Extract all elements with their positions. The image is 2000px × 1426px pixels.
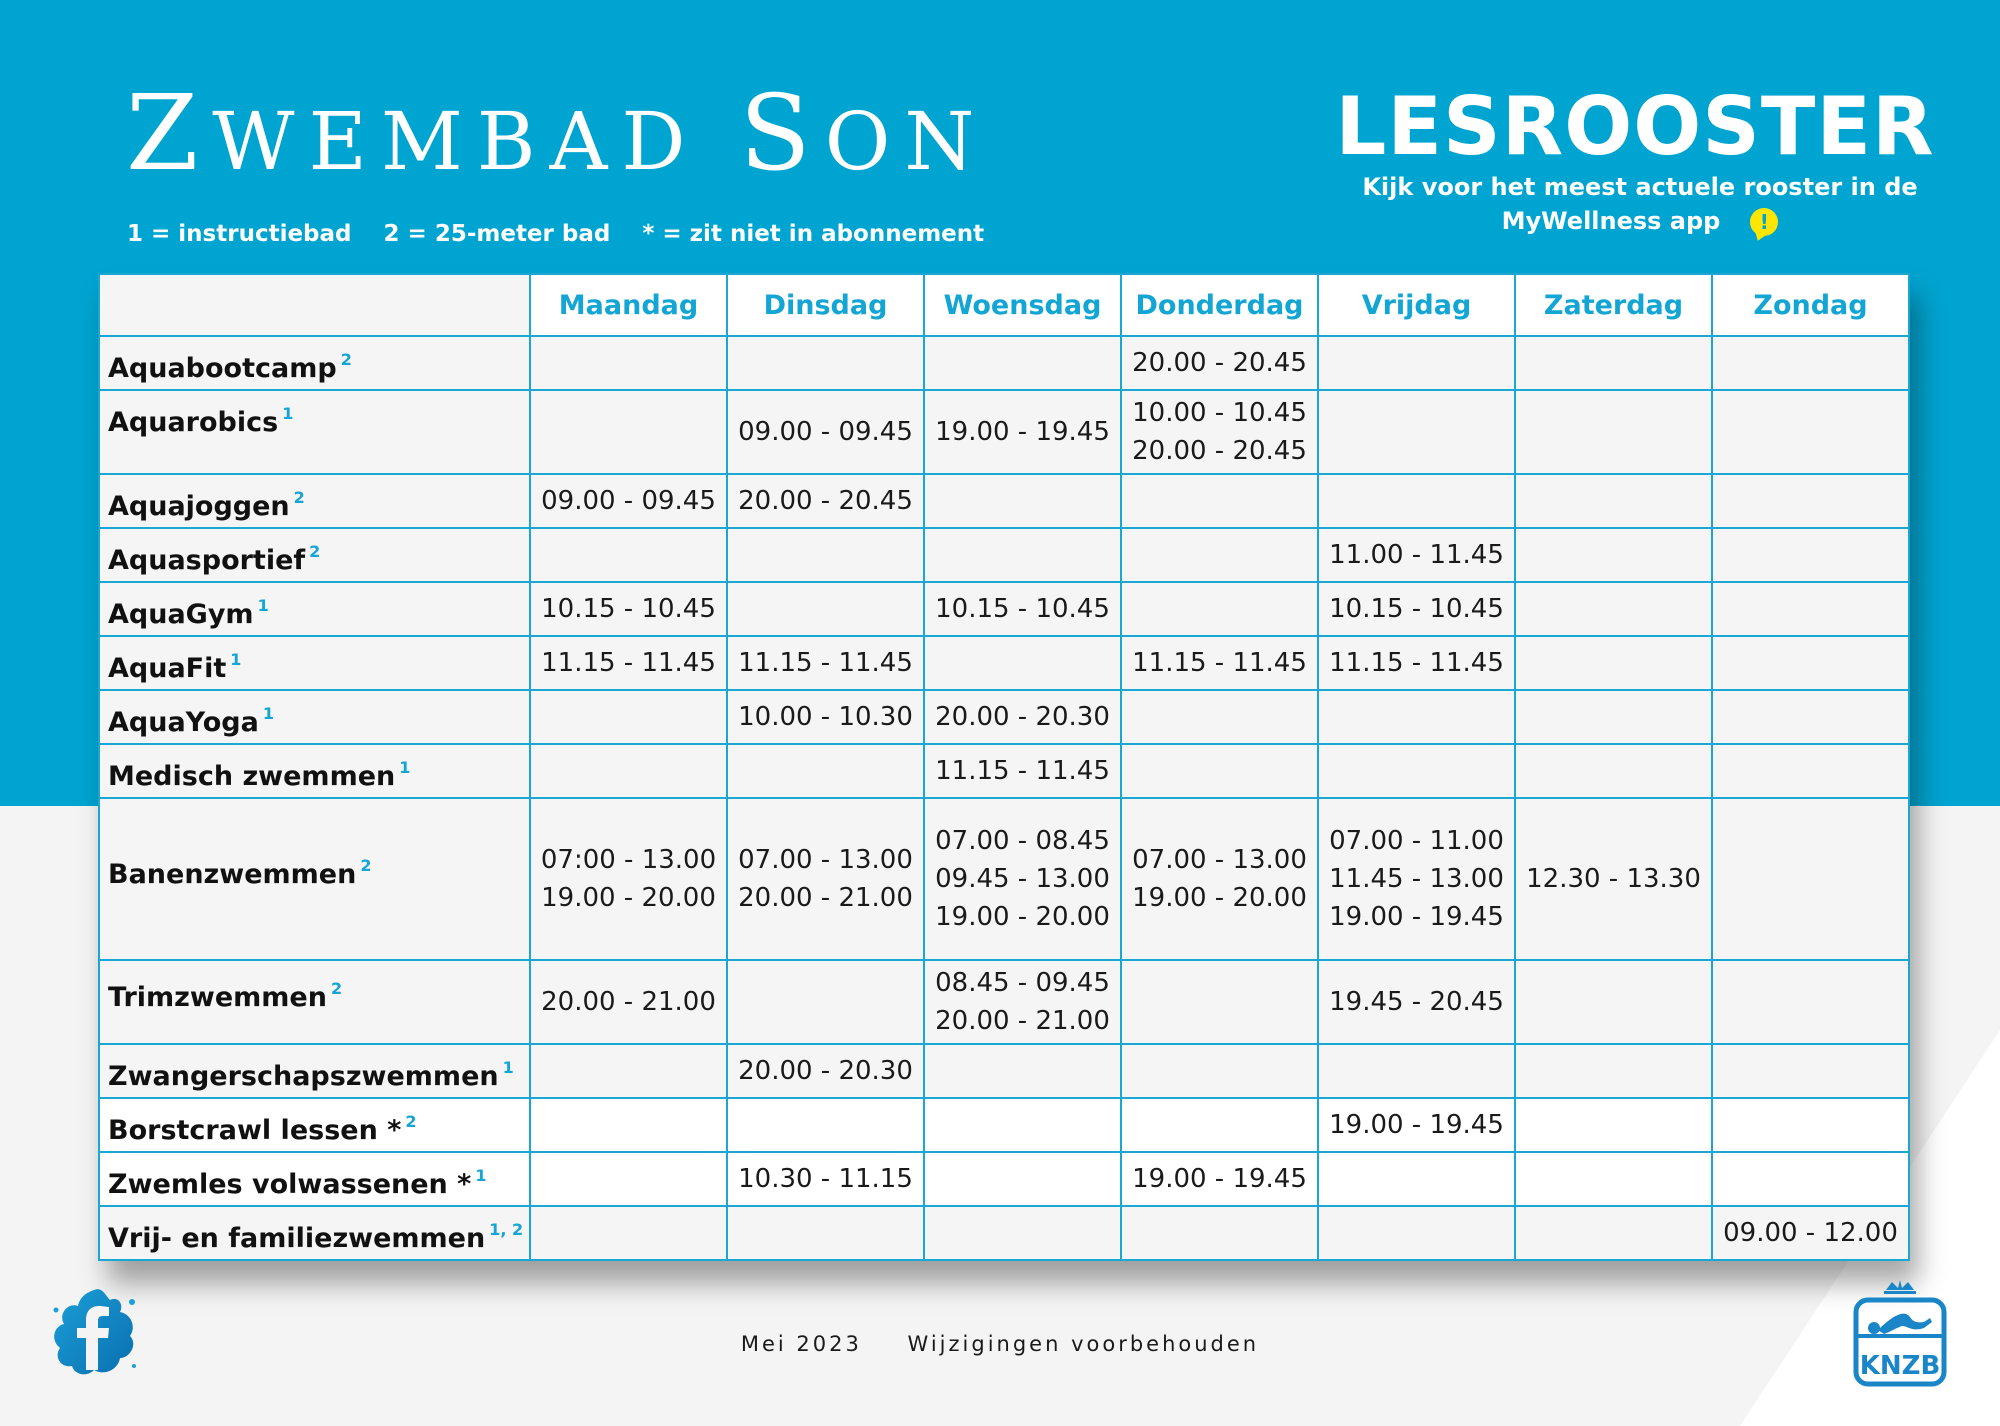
time-cell bbox=[924, 1098, 1121, 1152]
pool-note: 1 bbox=[502, 1058, 514, 1077]
time-cell bbox=[1712, 960, 1909, 1044]
time-slot: 08.45 - 09.45 bbox=[935, 968, 1110, 998]
time-cell bbox=[530, 390, 727, 474]
time-cell bbox=[727, 336, 924, 390]
footer-disclaimer: Wijzigingen voorbehouden bbox=[907, 1332, 1260, 1356]
time-slot: 07.00 - 11.00 bbox=[1329, 826, 1504, 856]
time-cell bbox=[727, 1206, 924, 1260]
time-slot: 10.30 - 11.15 bbox=[738, 1164, 913, 1194]
time-cell bbox=[1121, 336, 1318, 390]
brand-word-2: ON bbox=[824, 95, 989, 188]
activity-label: Medisch zwemmen bbox=[108, 761, 396, 792]
activity-label: Vrij- en familiezwemmen bbox=[108, 1223, 486, 1254]
time-slot: 20.00 - 21.00 bbox=[738, 883, 913, 913]
time-slot: 12.30 - 13.30 bbox=[1526, 864, 1701, 894]
activity-name bbox=[99, 336, 530, 390]
time-slot: 09.45 - 13.00 bbox=[935, 864, 1110, 894]
time-cell bbox=[1121, 960, 1318, 1044]
time-slot: 20.00 - 21.00 bbox=[541, 987, 716, 1017]
table-row bbox=[99, 636, 1909, 690]
time-cell bbox=[924, 1152, 1121, 1206]
brand-initial-1: Z bbox=[126, 72, 213, 194]
time-cell bbox=[530, 1044, 727, 1098]
time-cell bbox=[924, 1206, 1121, 1260]
activity-name bbox=[99, 960, 530, 1044]
time-cell bbox=[924, 336, 1121, 390]
table-row bbox=[99, 744, 1909, 798]
time-cell bbox=[727, 690, 924, 744]
time-cell bbox=[1515, 744, 1712, 798]
time-cell bbox=[1515, 798, 1712, 960]
time-cell bbox=[1515, 336, 1712, 390]
activity-name bbox=[99, 1152, 530, 1206]
schedule-body bbox=[99, 336, 1909, 1260]
activity-label: Borstcrawl lessen * bbox=[108, 1115, 402, 1146]
time-slot: 20.00 - 20.45 bbox=[1132, 348, 1307, 378]
schedule-table bbox=[98, 273, 1910, 1261]
footer-date: Mei 2023 bbox=[740, 1332, 862, 1356]
time-cell bbox=[1712, 474, 1909, 528]
time-cell bbox=[1515, 1098, 1712, 1152]
time-cell bbox=[1121, 1206, 1318, 1260]
day-header: Vrijdag bbox=[1318, 274, 1515, 336]
time-cell bbox=[1712, 1098, 1909, 1152]
activity-name bbox=[99, 1206, 530, 1260]
time-cell bbox=[924, 528, 1121, 582]
legend-item: 1 = instructiebad bbox=[127, 221, 352, 247]
activity-label: AquaYoga bbox=[108, 707, 259, 738]
time-cell bbox=[727, 798, 924, 960]
time-cell bbox=[727, 390, 924, 474]
table-row bbox=[99, 798, 1909, 960]
time-cell bbox=[1121, 390, 1318, 474]
time-slot: 07.00 - 13.00 bbox=[738, 845, 913, 875]
day-header: Zaterdag bbox=[1515, 274, 1712, 336]
time-slot: 19.00 - 19.45 bbox=[935, 417, 1110, 447]
time-cell bbox=[727, 582, 924, 636]
time-cell bbox=[1515, 474, 1712, 528]
time-cell bbox=[1515, 582, 1712, 636]
time-slot: 10.00 - 10.45 bbox=[1132, 398, 1307, 428]
time-slot: 20.00 - 20.45 bbox=[1132, 436, 1307, 466]
time-cell bbox=[727, 528, 924, 582]
table-row bbox=[99, 960, 1909, 1044]
pool-note: 2 bbox=[340, 350, 352, 369]
time-slot: 10.15 - 10.45 bbox=[541, 594, 716, 624]
time-slot: 09.00 - 09.45 bbox=[738, 417, 913, 447]
pool-note: 1 bbox=[282, 404, 294, 423]
time-cell bbox=[924, 690, 1121, 744]
pool-note: 2 bbox=[330, 978, 343, 998]
table-row bbox=[99, 528, 1909, 582]
time-cell bbox=[924, 1044, 1121, 1098]
legend-item: 2 = 25-meter bad bbox=[383, 221, 611, 247]
app-notice bbox=[1340, 170, 1940, 238]
time-cell bbox=[530, 960, 727, 1044]
activity-label: Aquarobics bbox=[108, 407, 279, 438]
time-slot: 19.00 - 19.45 bbox=[1329, 902, 1504, 932]
table-row bbox=[99, 1206, 1909, 1260]
time-slot: 19.00 - 20.00 bbox=[541, 883, 716, 913]
time-cell bbox=[1121, 1098, 1318, 1152]
time-slot: 10.15 - 10.45 bbox=[935, 594, 1110, 624]
pool-note: 1 bbox=[399, 758, 411, 777]
time-cell bbox=[1121, 582, 1318, 636]
time-cell bbox=[1515, 636, 1712, 690]
activity-label: Aquajoggen bbox=[108, 491, 290, 522]
legend-item: * = zit niet in abonnement bbox=[642, 221, 985, 247]
time-cell bbox=[1712, 582, 1909, 636]
time-cell bbox=[1318, 690, 1515, 744]
time-cell bbox=[727, 474, 924, 528]
time-slot: 19.00 - 19.45 bbox=[1329, 1110, 1504, 1140]
table-row bbox=[99, 1098, 1909, 1152]
activity-name bbox=[99, 582, 530, 636]
activity-label: Zwemles volwassenen * bbox=[108, 1169, 472, 1200]
time-slot: 11.15 - 11.45 bbox=[738, 648, 913, 678]
time-cell bbox=[1318, 960, 1515, 1044]
time-cell bbox=[1121, 528, 1318, 582]
time-slot: 11.15 - 11.45 bbox=[1329, 648, 1504, 678]
time-slot: 07:00 - 13.00 bbox=[540, 845, 717, 875]
time-cell bbox=[1318, 582, 1515, 636]
day-header: Woensdag bbox=[924, 274, 1121, 336]
activity-name bbox=[99, 528, 530, 582]
time-cell bbox=[1121, 1044, 1318, 1098]
time-cell bbox=[1712, 636, 1909, 690]
activity-name bbox=[99, 474, 530, 528]
pool-note: 1 bbox=[230, 650, 242, 669]
time-cell bbox=[1121, 798, 1318, 960]
pool-note: 1 bbox=[475, 1166, 487, 1185]
knzb-logo-text: KNZB bbox=[1859, 1351, 1941, 1381]
corner-cell bbox=[99, 274, 530, 336]
day-header: Maandag bbox=[530, 274, 727, 336]
time-cell bbox=[530, 1152, 727, 1206]
activity-name bbox=[99, 1044, 530, 1098]
pool-legend bbox=[127, 221, 1008, 247]
time-cell bbox=[727, 636, 924, 690]
time-cell bbox=[924, 960, 1121, 1044]
time-cell bbox=[1318, 1098, 1515, 1152]
time-cell bbox=[1318, 798, 1515, 960]
pool-note: 2 bbox=[309, 542, 321, 561]
table-row bbox=[99, 336, 1909, 390]
time-cell bbox=[727, 1098, 924, 1152]
time-cell bbox=[530, 474, 727, 528]
time-cell bbox=[530, 636, 727, 690]
time-cell bbox=[1318, 390, 1515, 474]
pool-note: 2 bbox=[293, 488, 305, 507]
table-row bbox=[99, 390, 1909, 474]
warning-icon: ! bbox=[1750, 208, 1778, 236]
table-row bbox=[99, 582, 1909, 636]
time-cell bbox=[1712, 1044, 1909, 1098]
time-cell bbox=[530, 336, 727, 390]
time-slot: 11.15 - 11.45 bbox=[1132, 648, 1307, 678]
time-cell bbox=[1712, 798, 1909, 960]
pool-note: 1 bbox=[257, 596, 269, 615]
time-cell bbox=[1712, 1206, 1909, 1260]
activity-label: Aquabootcamp bbox=[108, 353, 337, 384]
pool-note: 2 bbox=[360, 855, 372, 875]
time-slot: 09.00 - 09.45 bbox=[541, 486, 716, 516]
time-cell bbox=[530, 690, 727, 744]
time-cell bbox=[1515, 1152, 1712, 1206]
time-cell bbox=[1318, 528, 1515, 582]
table-row bbox=[99, 1152, 1909, 1206]
time-slot: 10.00 - 10.30 bbox=[738, 702, 913, 732]
time-cell bbox=[530, 1098, 727, 1152]
time-cell bbox=[1515, 528, 1712, 582]
time-slot: 11.15 - 11.45 bbox=[935, 756, 1110, 786]
day-header: Dinsdag bbox=[727, 274, 924, 336]
pool-note: 2 bbox=[405, 1112, 417, 1131]
time-cell bbox=[1515, 1044, 1712, 1098]
time-cell bbox=[1318, 1044, 1515, 1098]
activity-label: Banenzwemmen bbox=[108, 858, 357, 890]
day-header: Zondag bbox=[1712, 274, 1909, 336]
schedule-table-container bbox=[98, 273, 1908, 1261]
page-title: LESROOSTER bbox=[1335, 80, 1935, 173]
time-cell bbox=[727, 744, 924, 798]
time-cell bbox=[1712, 1152, 1909, 1206]
time-cell bbox=[1712, 528, 1909, 582]
time-cell bbox=[1121, 690, 1318, 744]
activity-label: Aquasportief bbox=[108, 545, 306, 576]
time-slot: 07.00 - 13.00 bbox=[1132, 845, 1307, 875]
activity-label: AquaFit bbox=[108, 653, 227, 684]
time-slot: 20.00 - 20.30 bbox=[738, 1056, 913, 1086]
app-notice-line-1: Kijk voor het meest actuele rooster in de bbox=[1362, 173, 1918, 201]
table-row bbox=[99, 1044, 1909, 1098]
time-slot: 19.00 - 20.00 bbox=[935, 902, 1110, 932]
time-cell bbox=[924, 474, 1121, 528]
time-cell bbox=[1318, 744, 1515, 798]
time-cell bbox=[1318, 474, 1515, 528]
time-cell bbox=[1712, 690, 1909, 744]
time-cell bbox=[1121, 636, 1318, 690]
activity-label: AquaGym bbox=[108, 599, 254, 630]
time-cell bbox=[530, 582, 727, 636]
time-slot: 07.00 - 08.45 bbox=[935, 826, 1110, 856]
time-cell bbox=[1121, 1152, 1318, 1206]
time-slot: 20.00 - 20.30 bbox=[935, 702, 1110, 732]
pool-note: 1 bbox=[262, 704, 274, 723]
time-cell bbox=[727, 960, 924, 1044]
time-cell bbox=[727, 1044, 924, 1098]
time-cell bbox=[924, 582, 1121, 636]
time-cell bbox=[1515, 960, 1712, 1044]
activity-name bbox=[99, 744, 530, 798]
time-cell bbox=[1318, 1206, 1515, 1260]
time-cell bbox=[530, 1206, 727, 1260]
time-cell bbox=[1515, 390, 1712, 474]
activity-label: Trimzwemmen bbox=[108, 981, 327, 1013]
time-cell bbox=[1515, 690, 1712, 744]
time-cell bbox=[924, 390, 1121, 474]
time-cell bbox=[1515, 1206, 1712, 1260]
time-slot: 19.00 - 19.45 bbox=[1132, 1164, 1307, 1194]
pool-note: 1, 2 bbox=[489, 1220, 524, 1239]
table-row bbox=[99, 690, 1909, 744]
time-slot: 11.45 - 13.00 bbox=[1329, 864, 1504, 894]
time-cell bbox=[924, 744, 1121, 798]
time-slot: 19.45 - 20.45 bbox=[1329, 987, 1504, 1017]
time-cell bbox=[924, 798, 1121, 960]
time-cell bbox=[1712, 336, 1909, 390]
brand-logo bbox=[126, 72, 988, 194]
time-cell bbox=[530, 744, 727, 798]
day-header: Donderdag bbox=[1121, 274, 1318, 336]
time-cell bbox=[1121, 474, 1318, 528]
time-cell bbox=[1318, 1152, 1515, 1206]
brand-word-1: WEMBAD bbox=[212, 95, 700, 188]
time-slot: 20.00 - 21.00 bbox=[935, 1006, 1110, 1036]
day-header-row bbox=[99, 274, 1909, 336]
time-slot: 09.00 - 12.00 bbox=[1723, 1218, 1898, 1248]
activity-name bbox=[99, 798, 530, 960]
time-cell bbox=[1121, 744, 1318, 798]
activity-name bbox=[99, 636, 530, 690]
time-slot: 11.00 - 11.45 bbox=[1329, 540, 1504, 570]
time-cell bbox=[1318, 636, 1515, 690]
time-slot: 19.00 - 20.00 bbox=[1132, 883, 1307, 913]
activity-name bbox=[99, 690, 530, 744]
activity-label: Zwangerschapszwemmen bbox=[108, 1061, 499, 1092]
app-notice-line-2: MyWellness app bbox=[1501, 207, 1721, 235]
time-cell bbox=[924, 636, 1121, 690]
time-cell bbox=[530, 528, 727, 582]
footer bbox=[0, 1332, 2000, 1356]
time-slot: 20.00 - 20.45 bbox=[738, 486, 913, 516]
time-cell bbox=[727, 1152, 924, 1206]
activity-name bbox=[99, 390, 530, 474]
time-cell bbox=[530, 798, 727, 960]
brand-initial-2: S bbox=[739, 72, 825, 194]
table-row bbox=[99, 474, 1909, 528]
time-cell bbox=[1712, 744, 1909, 798]
time-slot: 10.15 - 10.45 bbox=[1329, 594, 1504, 624]
time-slot: 11.15 - 11.45 bbox=[541, 648, 716, 678]
time-cell bbox=[1318, 336, 1515, 390]
time-cell bbox=[1712, 390, 1909, 474]
activity-name bbox=[99, 1098, 530, 1152]
